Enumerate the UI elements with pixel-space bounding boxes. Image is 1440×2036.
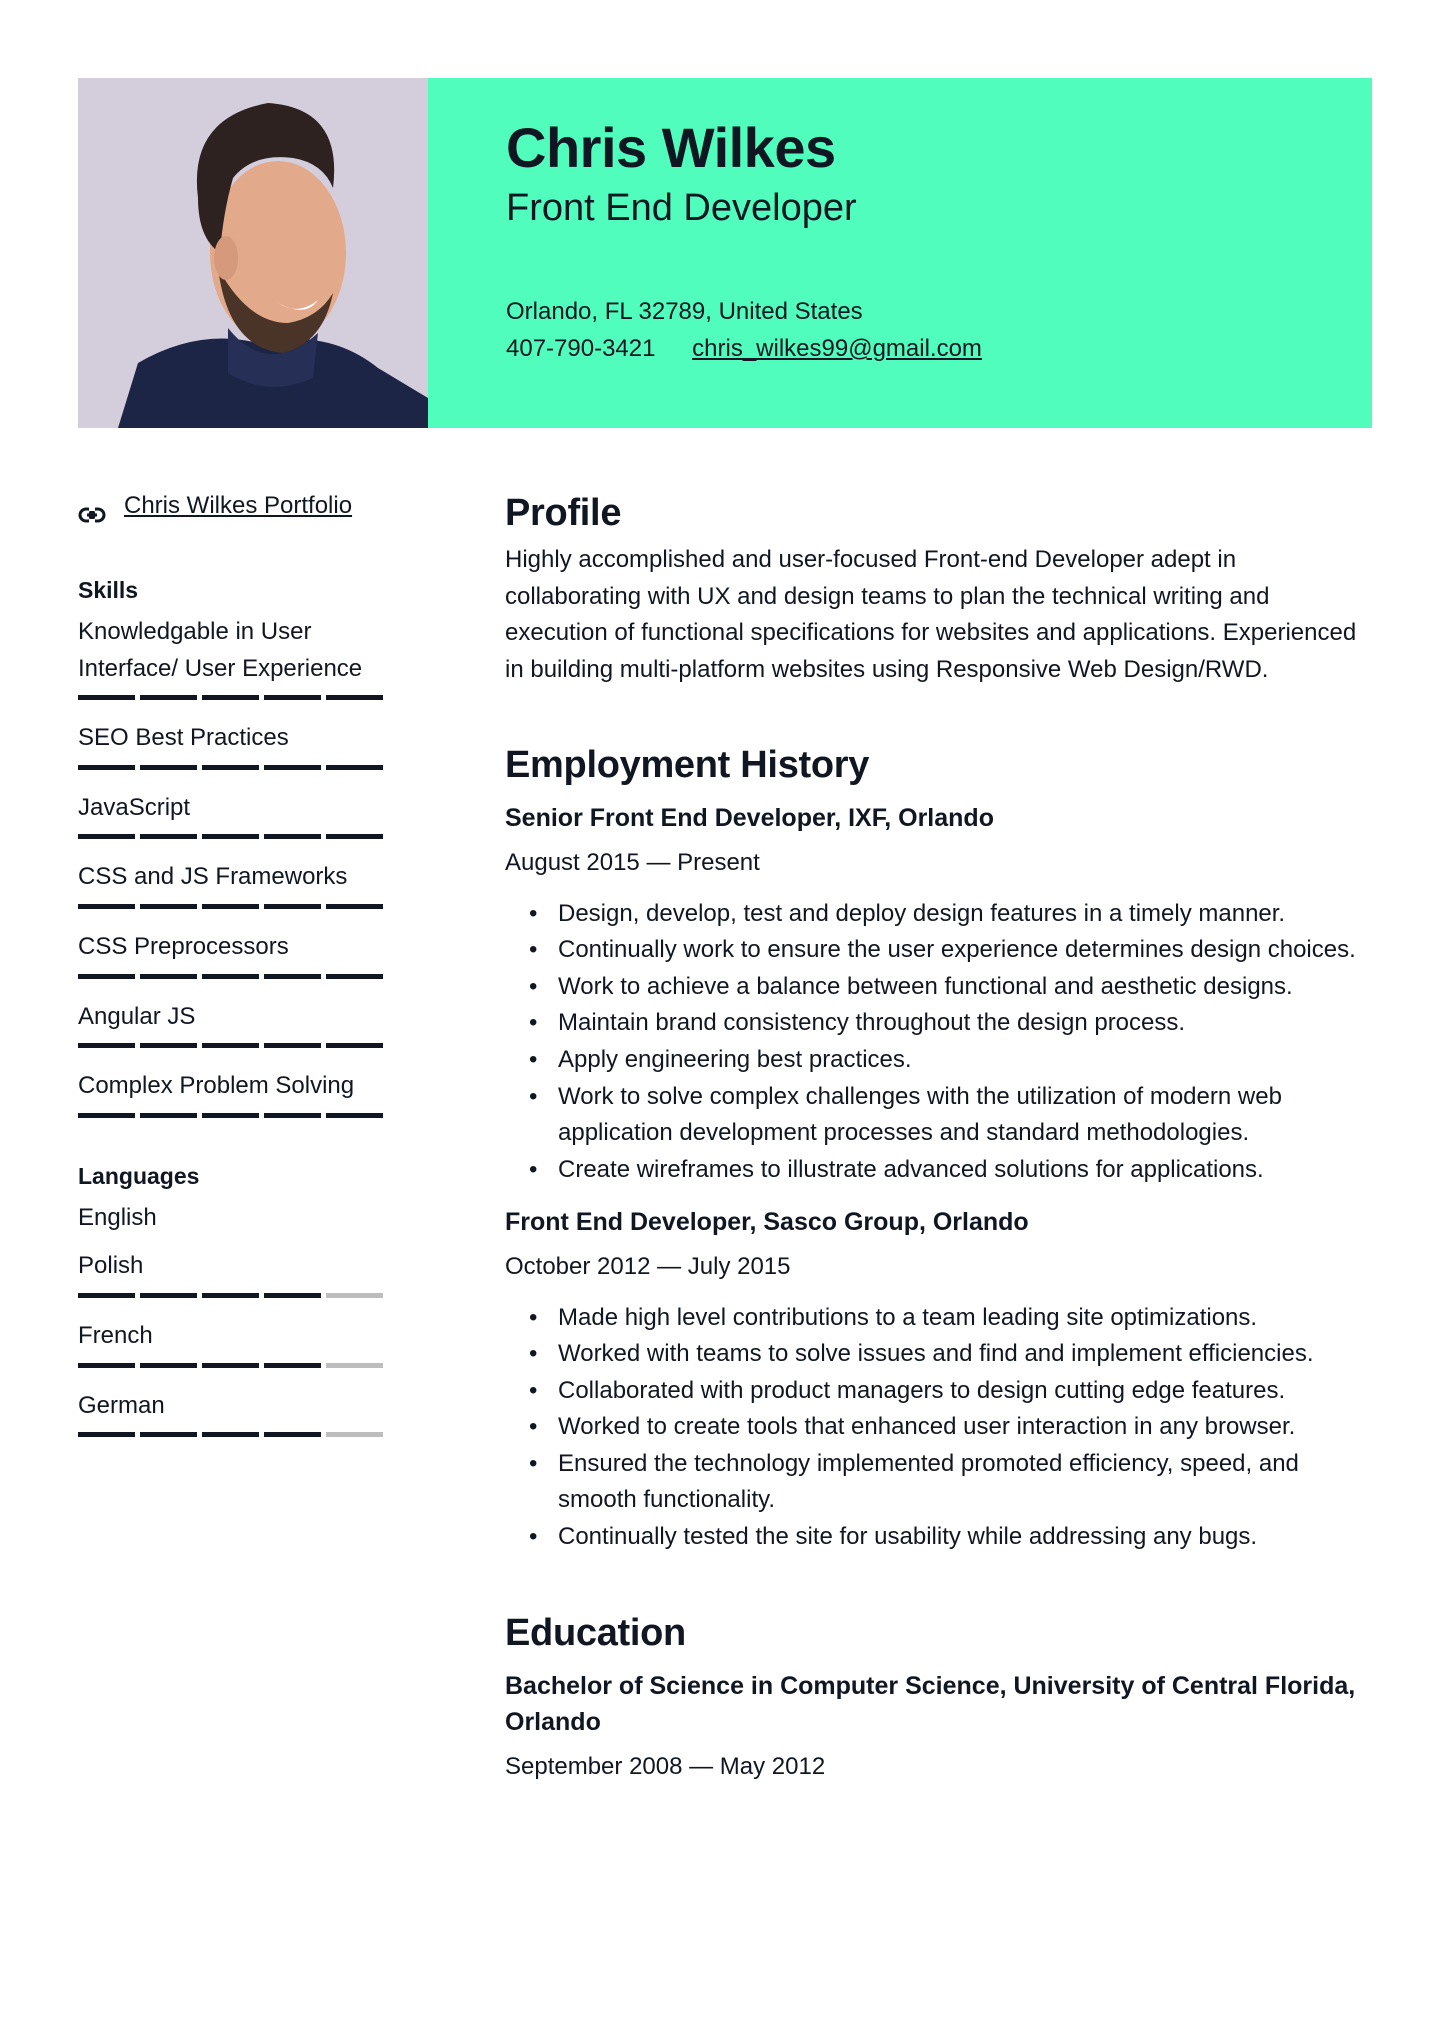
job-bullet: • Ensured the technology implemented promoted efficiency, speed, and smooth functionality.	[505, 1446, 1375, 1519]
level-segment	[78, 974, 135, 979]
language-name: German	[78, 1391, 165, 1419]
job-bullet: • Collaborated with product managers to design cutting edge features.	[505, 1373, 1375, 1410]
level-segment	[326, 765, 383, 770]
skill-name: CSS and JS Frameworks	[78, 863, 348, 891]
job-bullet: • Made high level contributions to a team leading site optimizations.	[505, 1300, 1375, 1337]
level-segment	[202, 1113, 259, 1118]
phone-number: 407-790-3421	[506, 335, 656, 362]
language-name: English	[78, 1203, 157, 1231]
level-segment	[202, 974, 259, 979]
resume-header	[78, 78, 1372, 428]
skill-name: CSS Preprocessors	[78, 932, 289, 960]
level-segment	[78, 1113, 135, 1118]
level-segment	[326, 1432, 383, 1437]
skill-name: JavaScript	[78, 793, 191, 821]
job-bullet: • Worked to create tools that enhanced user interaction in any browser.	[505, 1409, 1375, 1446]
job-bullets	[505, 1300, 1375, 1556]
skills-list	[78, 614, 388, 1118]
level-segment	[202, 695, 259, 700]
level-segment	[326, 834, 383, 839]
level-segment	[78, 904, 135, 909]
job-entry	[505, 1204, 1375, 1555]
language-item	[78, 1248, 388, 1298]
level-segment	[202, 1432, 259, 1437]
level-segment	[202, 765, 259, 770]
language-item	[78, 1318, 388, 1368]
skill-name: Complex Problem Solving	[78, 1072, 355, 1100]
education-dates: September 2008 — May 2012	[505, 1752, 826, 1780]
portfolio-link-row[interactable]	[78, 488, 388, 524]
level-segment	[264, 904, 321, 909]
skill-item	[78, 1068, 388, 1118]
job-bullet: • Apply engineering best practices.	[505, 1042, 1375, 1079]
level-segment	[78, 765, 135, 770]
level-segment	[202, 904, 259, 909]
employment-heading: Employment History	[505, 744, 870, 787]
language-level-bar	[78, 1293, 388, 1298]
language-name: Polish	[78, 1252, 144, 1280]
level-segment	[140, 904, 197, 909]
level-segment	[140, 1363, 197, 1368]
language-name: French	[78, 1321, 153, 1349]
level-segment	[140, 1293, 197, 1298]
skill-name: Angular JS	[78, 1002, 196, 1030]
level-segment	[326, 1363, 383, 1368]
language-item	[78, 1200, 388, 1237]
level-segment	[326, 1293, 383, 1298]
skill-level-bar	[78, 1043, 388, 1048]
job-dates: August 2015 — Present	[505, 848, 760, 876]
job-bullet: • Work to solve complex challenges with the utilization of modern web application development processes and standard methodologies.	[505, 1079, 1375, 1152]
job-title: Senior Front End Developer, IXF, Orlando	[505, 804, 994, 833]
education-degree: Bachelor of Science in Computer Science, University of Central Florida, Orlando	[505, 1671, 1356, 1737]
level-segment	[140, 765, 197, 770]
level-segment	[264, 974, 321, 979]
profile-heading: Profile	[505, 492, 622, 534]
skill-item	[78, 790, 388, 840]
contact-info	[506, 293, 982, 367]
link-icon	[78, 498, 106, 514]
job-bullets	[505, 896, 1375, 1189]
skill-name: SEO Best Practices	[78, 724, 289, 752]
level-segment	[202, 1043, 259, 1048]
level-segment	[140, 1432, 197, 1437]
level-segment	[264, 1293, 321, 1298]
job-bullet: • Design, develop, test and deploy design features in a timely manner.	[505, 896, 1375, 933]
level-segment	[202, 834, 259, 839]
level-segment	[140, 834, 197, 839]
level-segment	[264, 834, 321, 839]
sidebar	[78, 488, 388, 1457]
education-section	[505, 1608, 1375, 1786]
level-segment	[78, 834, 135, 839]
job-bullet: • Maintain brand consistency throughout the design process.	[505, 1005, 1375, 1042]
level-segment	[78, 1363, 135, 1368]
header-text	[506, 113, 982, 367]
level-segment	[326, 904, 383, 909]
level-segment	[326, 1113, 383, 1118]
skill-level-bar	[78, 1113, 388, 1118]
job-bullet: • Worked with teams to solve issues and find and implement efficiencies.	[505, 1336, 1375, 1373]
level-segment	[264, 765, 321, 770]
level-segment	[202, 1363, 259, 1368]
education-heading: Education	[505, 1611, 686, 1654]
level-segment	[78, 1043, 135, 1048]
skills-heading: Skills	[78, 577, 139, 603]
level-segment	[264, 1113, 321, 1118]
skill-level-bar	[78, 695, 388, 700]
job-bullet: • Create wireframes to illustrate advanced solutions for applications.	[505, 1152, 1375, 1189]
level-segment	[326, 974, 383, 979]
level-segment	[78, 1432, 135, 1437]
skill-level-bar	[78, 834, 388, 839]
skill-item	[78, 720, 388, 770]
candidate-name: Chris Wilkes	[506, 116, 836, 179]
portrait-photo-illustration	[78, 78, 428, 428]
level-segment	[140, 1043, 197, 1048]
skill-level-bar	[78, 904, 388, 909]
skill-item	[78, 999, 388, 1049]
level-segment	[264, 1432, 321, 1437]
level-segment	[202, 1293, 259, 1298]
skill-item	[78, 614, 388, 700]
main-content	[505, 488, 1375, 1785]
level-segment	[326, 695, 383, 700]
job-bullet: • Continually work to ensure the user experience determines design choices.	[505, 932, 1375, 969]
level-segment	[264, 695, 321, 700]
skill-item	[78, 859, 388, 909]
level-segment	[78, 695, 135, 700]
address: Orlando, FL 32789, United States	[506, 298, 863, 325]
profile-section	[505, 488, 1375, 688]
portfolio-link[interactable]: Chris Wilkes Portfolio	[124, 492, 353, 519]
level-segment	[264, 1363, 321, 1368]
language-level-bar	[78, 1432, 388, 1437]
email-link[interactable]: chris_wilkes99@gmail.com	[692, 335, 982, 362]
skill-level-bar	[78, 974, 388, 979]
profile-text: Highly accomplished and user-focused Front-end Developer adept in collaborating with UX and design teams to plan the technical writing and execution of functional specifications for websites and applications. Experienced in building multi-platform websites using Responsive Web Design/RWD.	[505, 546, 1357, 683]
level-segment	[264, 1043, 321, 1048]
skill-item	[78, 929, 388, 979]
skill-name: Knowledgable in User Interface/ User Experience	[78, 618, 363, 682]
level-segment	[140, 1113, 197, 1118]
language-level-bar	[78, 1363, 388, 1368]
job-title: Front End Developer, Sasco Group, Orlando	[505, 1208, 1029, 1237]
level-segment	[140, 974, 197, 979]
candidate-title: Front End Developer	[506, 187, 857, 229]
level-segment	[140, 695, 197, 700]
employment-section	[505, 740, 1375, 1555]
skill-level-bar	[78, 765, 388, 770]
level-segment	[78, 1293, 135, 1298]
job-entry	[505, 800, 1375, 1188]
portrait-photo	[78, 78, 428, 428]
job-dates: October 2012 — July 2015	[505, 1252, 791, 1280]
jobs-list	[505, 800, 1375, 1555]
job-bullet: • Continually tested the site for usability while addressing any bugs.	[505, 1519, 1375, 1556]
level-segment	[326, 1043, 383, 1048]
job-bullet: • Work to achieve a balance between functional and aesthetic designs.	[505, 969, 1375, 1006]
language-item	[78, 1388, 388, 1438]
languages-heading: Languages	[78, 1162, 200, 1189]
languages-list	[78, 1200, 388, 1437]
